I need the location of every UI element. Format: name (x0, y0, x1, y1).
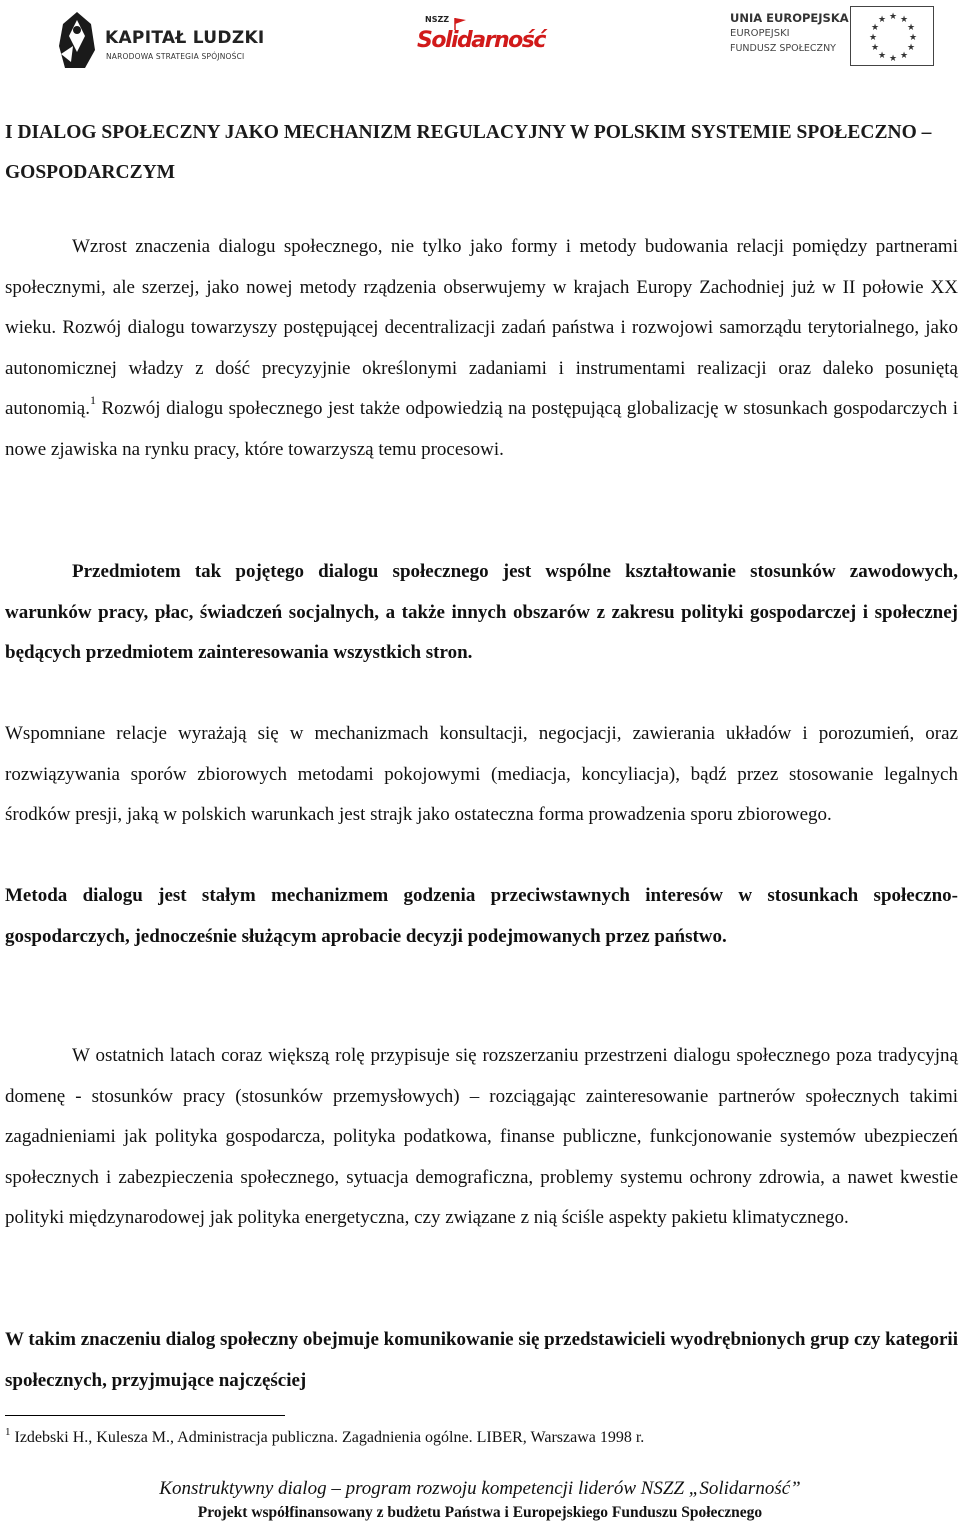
logo-right-line1: UNIA EUROPEJSKA (730, 11, 849, 25)
svg-text:★: ★ (878, 15, 887, 25)
svg-text:★: ★ (878, 51, 887, 61)
footnote-ref: 1 (89, 393, 96, 408)
footnote (5, 1428, 644, 1448)
svg-text:★: ★ (889, 12, 898, 22)
footnote-text: Izdebski H., Kulesza M., Administracja publiczna. Zagadnienia ogólne. LIBER, Warszawa 1998 r. (10, 1429, 645, 1446)
logo-center-word: Solidarność (417, 28, 545, 53)
paragraph-6: W takim znaczeniu dialog społeczny obejmuje komunikowanie się przedstawicieli wyodrębnionych grup czy kategorii społecznych, przyjmujące najczęściej (5, 1329, 958, 1391)
logo-right-line2: EUROPEJSKI (730, 28, 790, 39)
kapital-ludzki-logo (55, 10, 265, 72)
paragraph-3: Wspomniane relacje wyrażają się w mechanizmach konsultacji, negocjacji, zawierania układów i porozumień, oraz rozwiązywania sporów zbiorowych metodami pokojowymi (mediacja, koncyliacja), bądź przez stosowanie legalnych środków presji, jaką w polskich warunkach jest strajk jako ostateczna forma prowadzenia sporu zbiorowego. (5, 723, 958, 826)
paragraph-4: Metoda dialogu jest stałym mechanizmem godzenia przeciwstawnych interesów w stosunkach społeczno-gospodarczych, jednocześnie służącym aprobacie decyzji podejmowanych przez państwo. (5, 885, 958, 947)
eu-flag (850, 6, 934, 66)
logo-left-subtitle: NARODOWA STRATEGIA SPÓJNOŚCI (106, 52, 245, 61)
footnote-separator (5, 1415, 285, 1416)
footer-program-line: Konstruktywny dialog – program rozwoju kompetencji liderów NSZZ „Solidarność” (159, 1478, 801, 1499)
eu-stars-icon (851, 7, 933, 65)
solidarnosc-logo (415, 14, 545, 62)
paragraph-1 (5, 227, 958, 471)
svg-text:★: ★ (907, 43, 916, 53)
svg-text:★: ★ (871, 43, 880, 53)
paragraph-1-text-a: Wzrost znaczenia dialogu społecznego, nie tylko jako formy i metody budowania relacji pomiędzy partnerami społecznymi, ale szerzej, jako nowej metody rządzenia obserwujemy w krajach Europy Zachodniej już w II połowie XX wieku. Rozwój dialogu towarzyszy postępującej decentralizacji zadań państwa i rozwojowi samorządu terytorialnego, jako autonomicznej władzy z dość precyzyjnie określonymi zadaniami i instrumentami realizacji oraz daleko posuniętą autonomią. (5, 236, 958, 420)
kapital-ludzki-emblem-icon (55, 10, 99, 70)
svg-text:★: ★ (900, 15, 909, 25)
svg-text:★: ★ (909, 33, 918, 43)
paragraph-2: Przedmiotem tak pojętego dialogu społecznego jest wspólne kształtowanie stosunków zawodowych, warunków pracy, płac, świadczeń socjalnych, a także innych obszarów z zakresu polityki gospodarczej i społecznej będących przedmiotem zainteresowania wszystkich stron. (5, 561, 958, 664)
unia-europejska-logo (730, 6, 940, 68)
svg-text:★: ★ (907, 23, 916, 33)
page-title: I DIALOG SPOŁECZNY JAKO MECHANIZM REGULACYJNY W POLSKIM SYSTEMIE SPOŁECZNO – GOSPODARCZYM (5, 122, 932, 183)
svg-text:★: ★ (900, 51, 909, 61)
logo-center-top: NSZZ (425, 15, 450, 24)
footnote-number: 1 (5, 1426, 11, 1438)
svg-text:★: ★ (869, 33, 878, 43)
paragraph-5: W ostatnich latach coraz większą rolę przypisuje się rozszerzaniu przestrzeni dialogu społecznego poza tradycyjną domenę - stosunków pracy (stosunków przemysłowych) – rozciągając zainteresowanie partnerów społecznych takimi zagadnieniami jak polityka gospodarcza, polityka podatkowa, finanse publiczne, funkcjonowanie systemów ubezpieczeń społecznych i zabezpieczenia społecznego, sytuacja demograficzna, problemy systemu ochrony zdrowia, a nawet kwestie polityki międzynarodowej jak polityka energetyczna, czy związane z nią ściśle aspekty pakietu klimatycznego. (5, 1045, 958, 1229)
svg-text:★: ★ (889, 54, 898, 64)
logo-right-line3: FUNDUSZ SPOŁECZNY (730, 43, 836, 54)
logo-left-title: KAPITAŁ LUDZKI (105, 28, 265, 48)
paragraph-1-text-b: Rozwój dialogu społecznego jest także odpowiedzią na postępującą globalizację w stosunkach gospodarczych i nowe zjawiska na rynku pracy, które towarzyszą temu procesowi. (5, 398, 958, 460)
header-logos (0, 0, 960, 80)
footer-funding-line: Projekt współfinansowany z budżetu Państwa i Europejskiego Funduszu Społecznego (197, 1504, 763, 1521)
svg-text:★: ★ (871, 23, 880, 33)
